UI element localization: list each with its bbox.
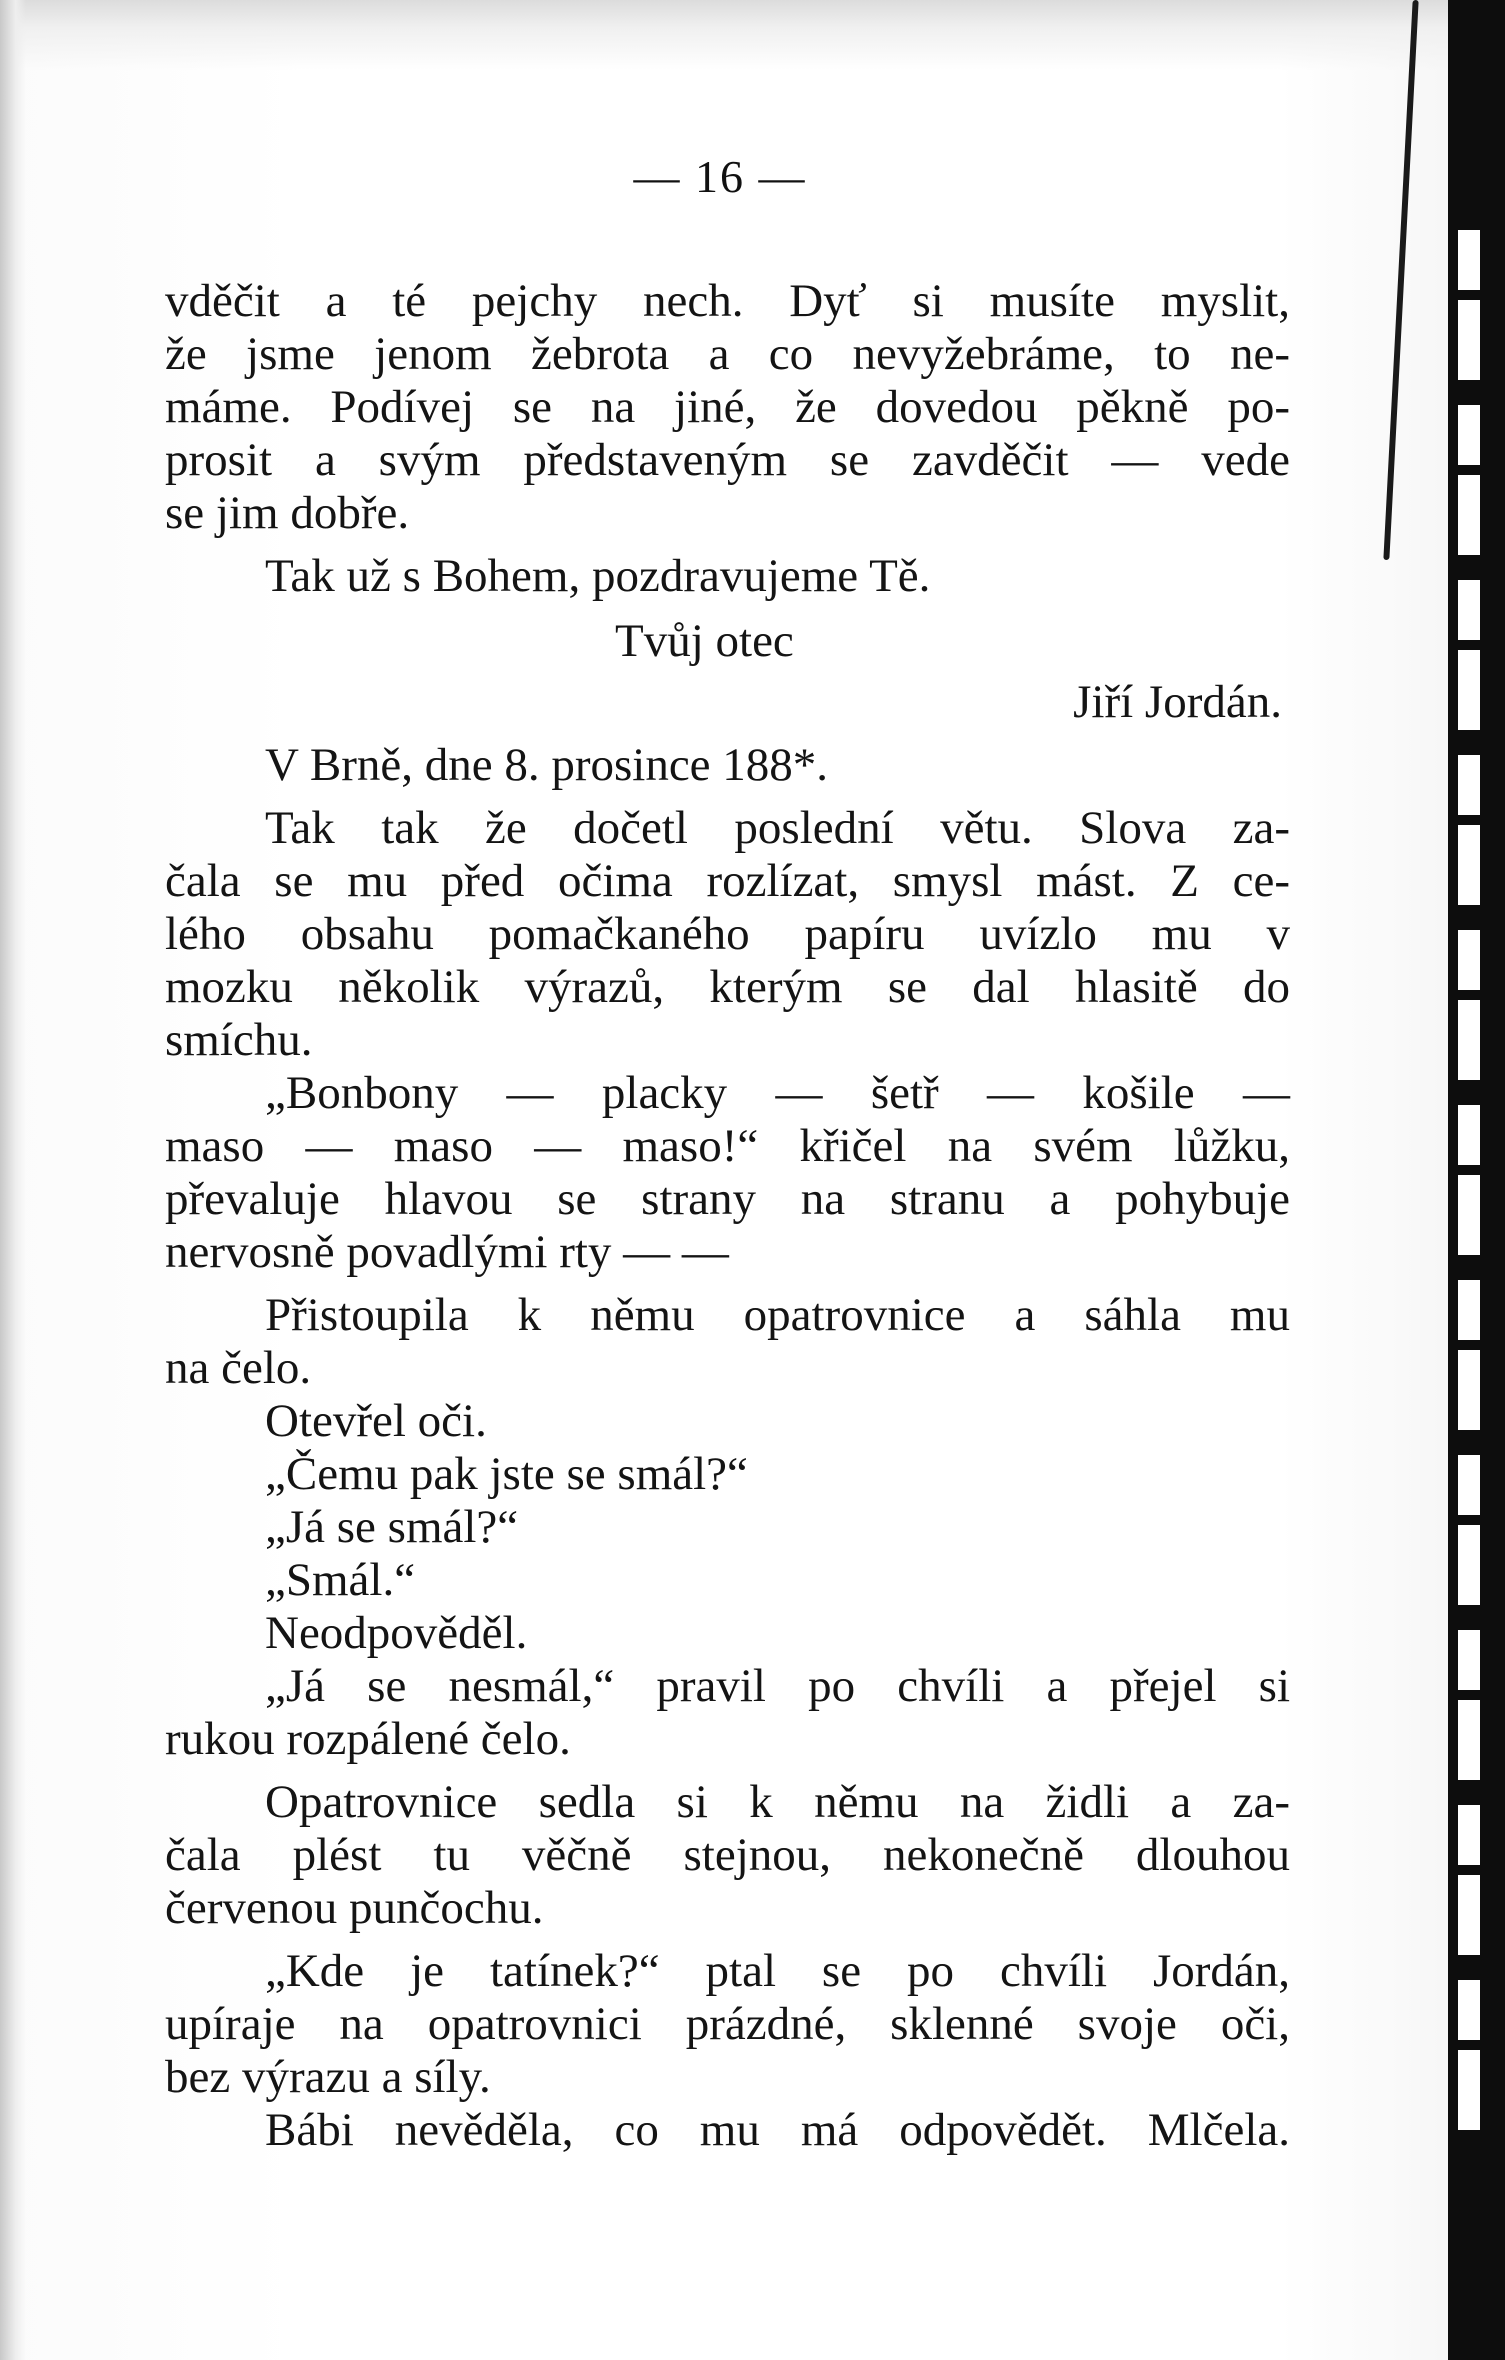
page-fold-line [1383,0,1418,560]
text-line: na čelo. [165,1342,312,1394]
scan-corner-mark [1452,0,1492,22]
text-line: máme. Podívej se na jiné, že dovedou pěkně po- [165,381,1290,433]
text-line: „Já se smál?“ [265,1501,519,1553]
text-line: Neodpověděl. [265,1607,528,1659]
adjacent-page-text-fragments [1458,230,1480,2130]
text-line: rukou rozpálené čelo. [165,1713,571,1765]
text-line: červenou punčochu. [165,1882,544,1934]
text-line: vděčit a té pejchy nech. Dyť si musíte myslit, [165,275,1290,327]
signature-name: Jiří Jordán. [1073,676,1282,728]
text-line: že jsme jenom žebrota a co nevyžebráme, to ne- [165,328,1290,380]
page-number: — 16 — [633,151,807,202]
text-line: se jim dobře. [165,487,410,539]
text-line: nervosně povadlými rty — — [165,1226,729,1278]
text-line: lého obsahu pomačkaného papíru uvízlo mu v [165,908,1290,960]
text-line: Bábi nevěděla, co mu má odpovědět. Mlčela. [265,2104,1290,2156]
text-line: bez výrazu a síly. [165,2051,491,2103]
text-line: „Smál.“ [265,1554,416,1606]
text-line: čala se mu před očima rozlízat, smysl mást. Z ce- [165,855,1290,907]
signature-closing: Tvůj otec [615,615,794,667]
body-text [165,275,1290,2157]
text-line: „Já se nesmál,“ pravil po chvíli a přejel si [265,1660,1290,1712]
scan-edge-left [0,0,26,2360]
text-line: maso — maso — maso!“ křičel na svém lůžku, [165,1120,1290,1172]
text-line: Otevřel oči. [265,1395,487,1447]
text-line: čala plést tu věčně stejnou, nekonečně dlouhou [165,1829,1290,1881]
text-line: „Čemu pak jste se smál?“ [265,1448,748,1500]
text-line: prosit a svým představeným se zavděčit — vede [165,434,1290,486]
scan-edge-top [0,0,1505,70]
text-line: upíraje na opatrovnici prázdné, sklenné svoje oči, [165,1998,1290,2050]
letter-date: V Brně, dne 8. prosince 188*. [265,739,829,791]
text-line: Tak tak že dočetl poslední větu. Slova za- [265,802,1290,854]
text-line: mozku několik výrazů, kterým se dal hlasitě do [165,961,1290,1013]
text-line: „Bonbony — placky — šetř — košile — [265,1067,1290,1119]
text-line: smíchu. [165,1014,313,1066]
text-line: Přistoupila k němu opatrovnice a sáhla mu [265,1289,1290,1341]
text-line: Opatrovnice sedla si k němu na židli a za- [265,1776,1290,1828]
text-line: „Kde je tatínek?“ ptal se po chvíli Jordán, [265,1945,1290,1997]
text-line: převaluje hlavou se strany na stranu a pohybuje [165,1173,1290,1225]
text-line: Tak už s Bohem, pozdravujeme Tě. [265,550,931,602]
